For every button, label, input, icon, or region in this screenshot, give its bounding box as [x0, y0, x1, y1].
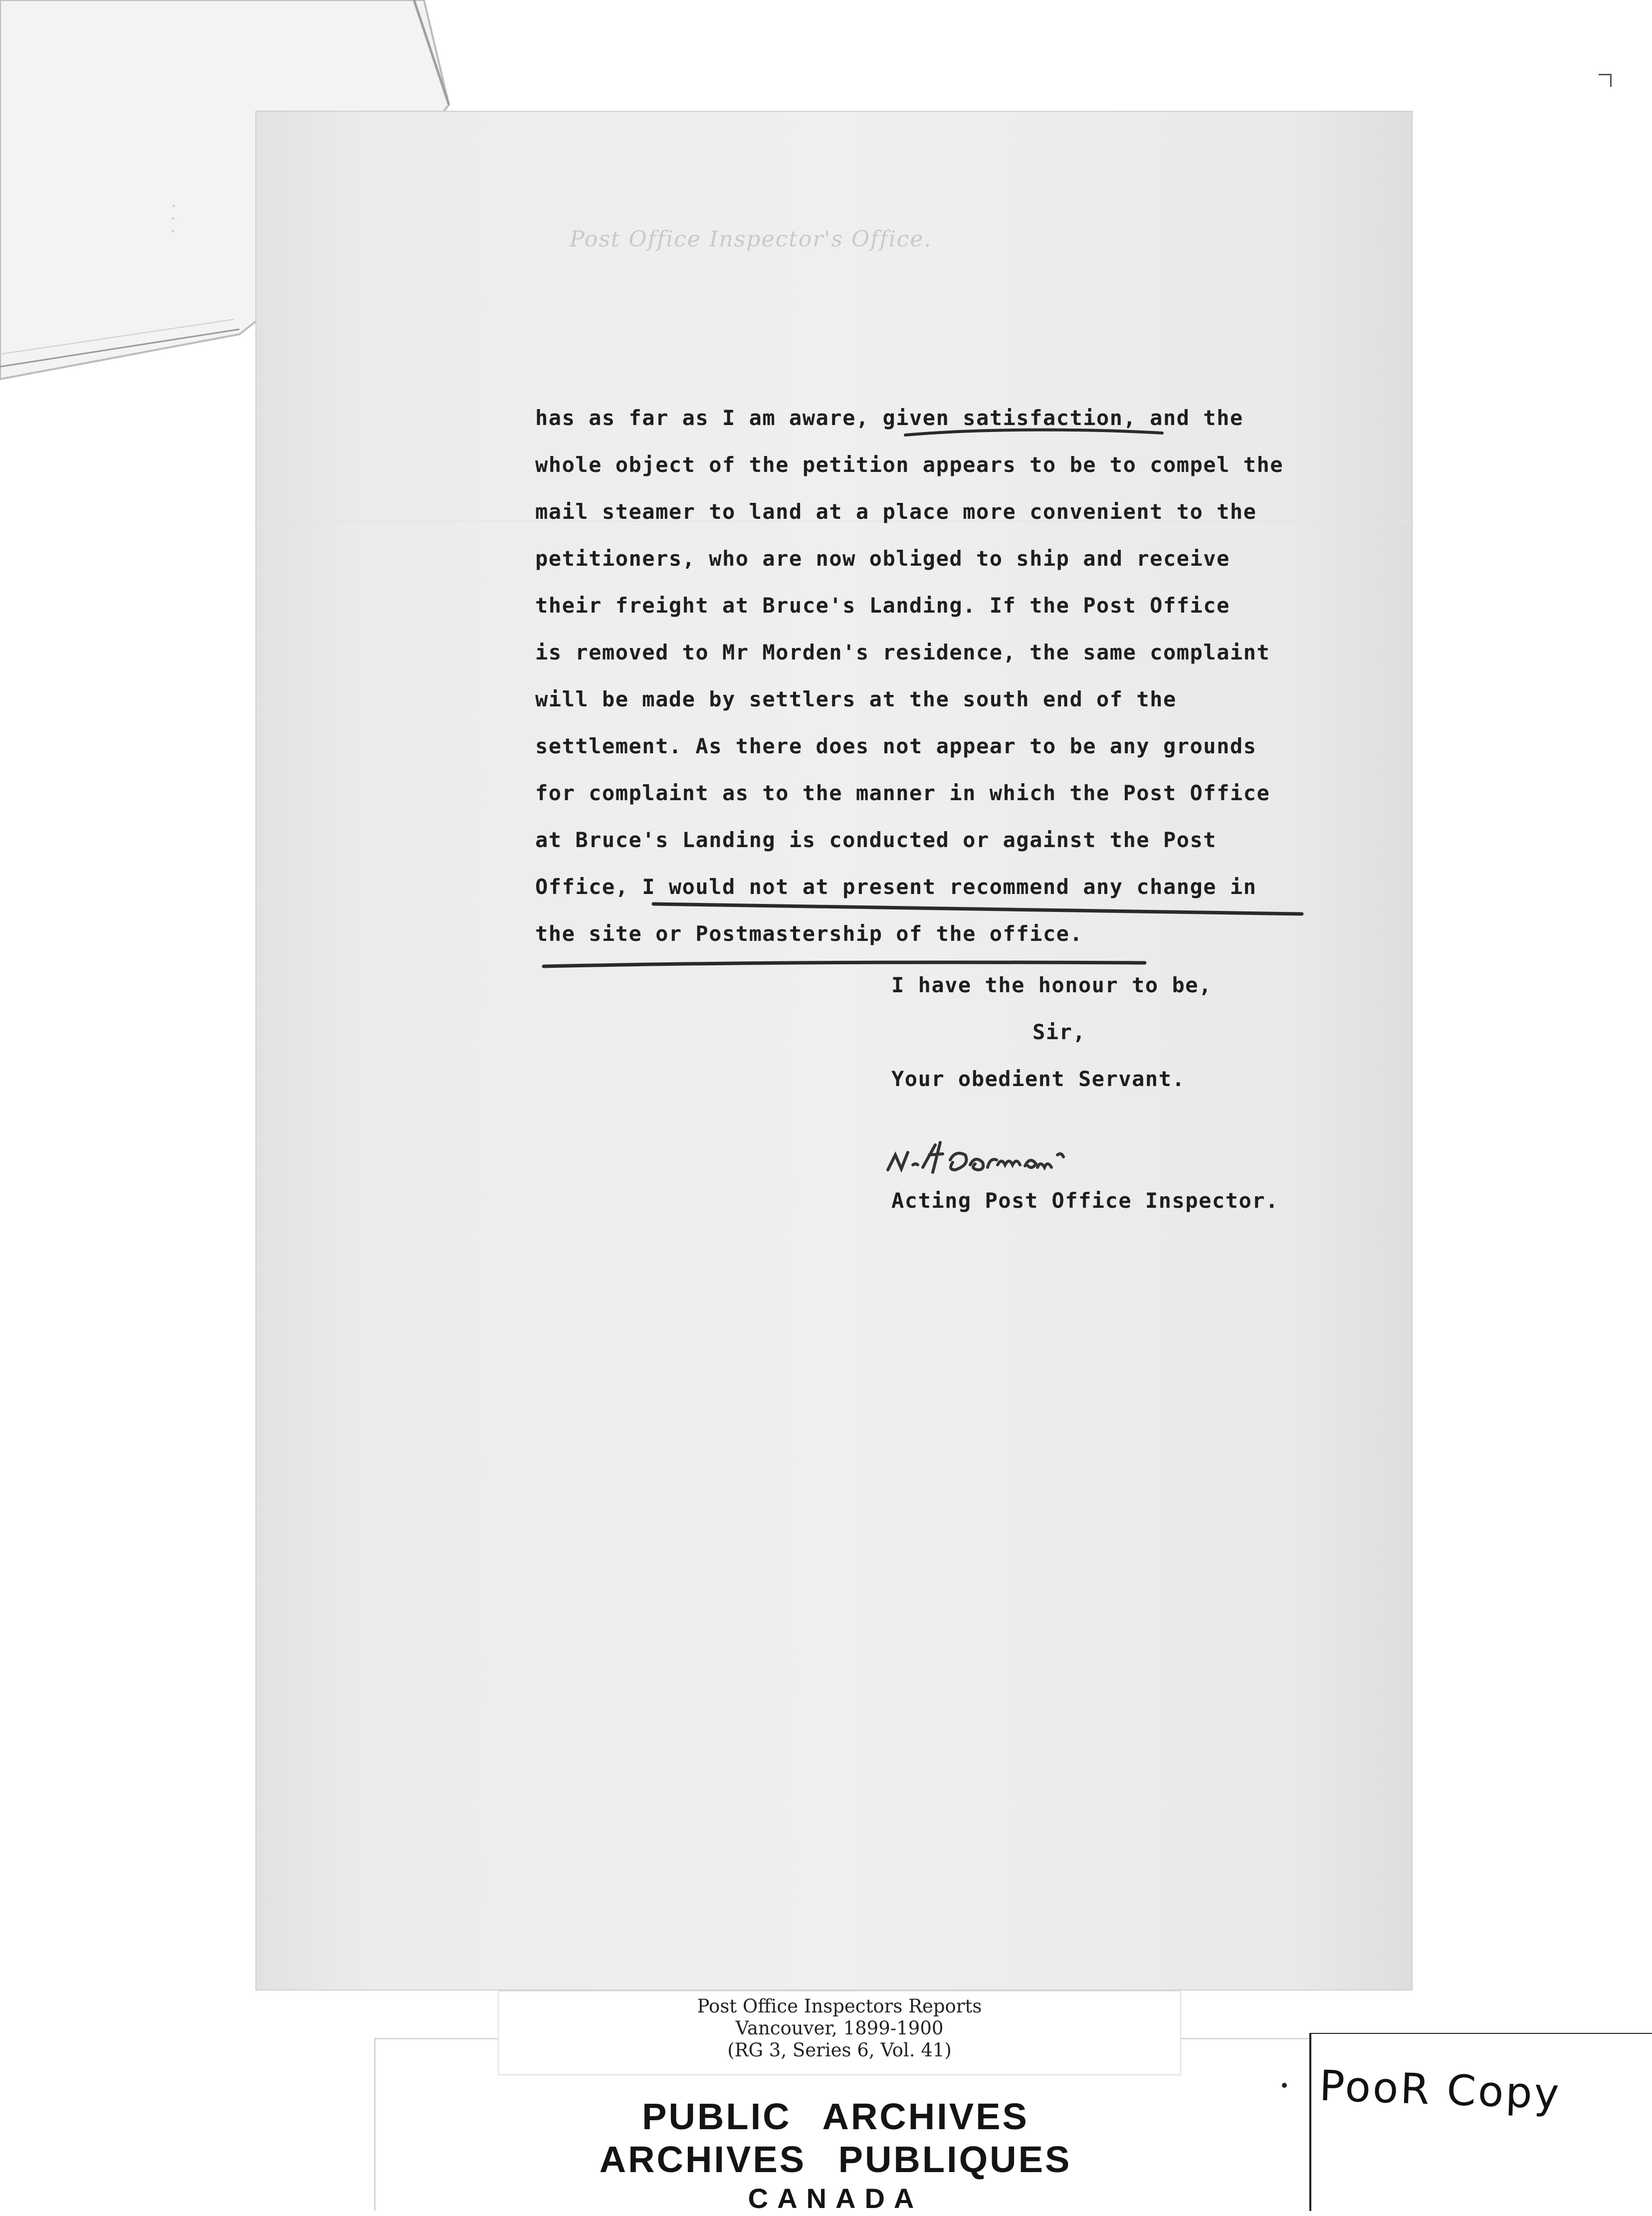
stamp-english: PUBLIC ARCHIVES: [642, 2096, 1029, 2137]
poor-copy-note: PooR Copy: [1318, 2061, 1562, 2119]
poor-copy-box: [1309, 2033, 1652, 2211]
body-line: has as far as I am aware, given satisfaction, and the: [535, 406, 1243, 430]
body-line: settlement. As there does not appear to be any grounds: [535, 734, 1257, 758]
crop-mark: [1599, 74, 1612, 87]
archives-stamp: [516, 2095, 1155, 2216]
archive-reference-label: [498, 1991, 1181, 2075]
body-line: petitioners, who are now obliged to ship and receive: [535, 546, 1230, 571]
handwritten-signature: [885, 1125, 1205, 1185]
body-line: is removed to Mr Morden's residence, the same complaint: [535, 640, 1270, 665]
body-line: for complaint as to the manner in which the Post Office: [535, 781, 1270, 805]
label-line: Vancouver, 1899-1900: [735, 2017, 944, 2039]
closing-line: Sir,: [1032, 1020, 1086, 1044]
svg-text:· · ·: · · ·: [162, 202, 186, 235]
body-line: their freight at Bruce's Landing. If the Post Office: [535, 593, 1230, 618]
body-line: the site or Postmastership of the office.: [535, 921, 1083, 946]
dot-mark: [1282, 2083, 1287, 2088]
letter-page: [255, 111, 1413, 1991]
label-line: Post Office Inspectors Reports: [697, 1995, 982, 2017]
body-line: Office, I would not at present recommend any change in: [535, 875, 1257, 899]
body-line: mail steamer to land at a place more convenient to the: [535, 499, 1257, 524]
letterhead: Post Office Inspector's Office.: [570, 226, 932, 252]
label-line: (RG 3, Series 6, Vol. 41): [727, 2039, 952, 2061]
body-line: whole object of the petition appears to be to compel the: [535, 452, 1284, 477]
body-line: will be made by settlers at the south end of the: [535, 687, 1177, 711]
stamp-french: ARCHIVES PUBLIQUES: [599, 2139, 1072, 2180]
stamp-country: CANADA: [748, 2183, 923, 2214]
signatory-title: Acting Post Office Inspector.: [891, 1188, 1279, 1213]
closing-line: Your obedient Servant.: [891, 1067, 1186, 1091]
closing-line: I have the honour to be,: [891, 973, 1212, 997]
body-line: at Bruce's Landing is conducted or against the Post: [535, 828, 1217, 852]
